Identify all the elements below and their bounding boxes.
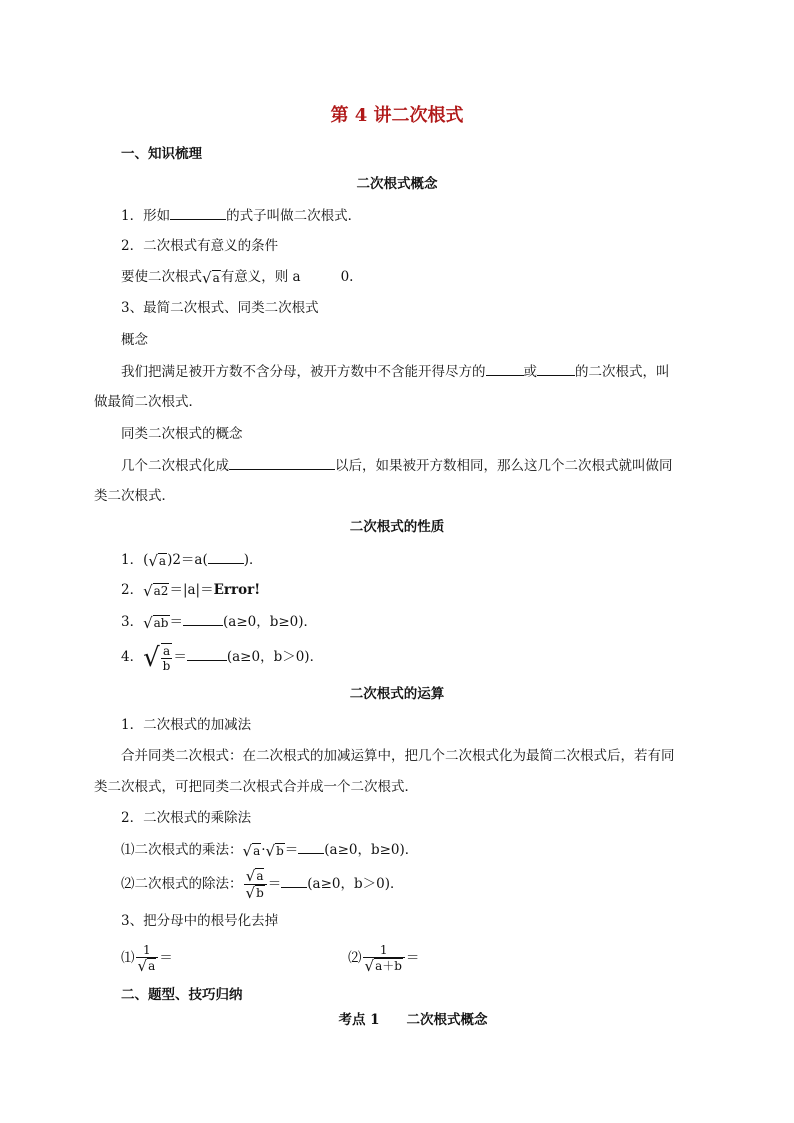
operation-2: 2．二次根式的乘除法 [121,810,252,826]
operation-1-text-line1: 合并同类二次根式：在二次根式的加减运算中，把几个二次根式化为最简二次根式后，若有同 [121,748,675,764]
radical-fraction: 1 √ a＋b [363,943,405,974]
operation-1: 1．二次根式的加减法 [121,717,252,733]
section-heading-types: 二、题型、技巧归纳 [121,987,243,1003]
radical-expression: √ a [148,551,167,570]
subheading-operations: 二次根式的运算 [349,686,445,702]
answer-blank [208,549,244,564]
paragraph-2: 2．二次根式有意义的条件 [121,238,279,254]
property-1: 1．( √ a )2＝a( )． [121,549,263,570]
answer-blank [298,839,324,854]
answer-blank [537,361,575,376]
paragraph-7: 同类二次根式的概念 [121,426,243,442]
page-title: 第 4 讲二次根式 [330,105,464,126]
exercise-1: ⑴ 1 √ a ＝ [121,943,173,975]
paragraph-6-line2: 做最简二次根式． [94,394,202,410]
radical-expression: √ a [242,841,261,860]
subheading-properties: 二次根式的性质 [349,519,445,535]
operation-2-multiply: ⑴二次根式的乘法： √ a · √ b ＝ (a≥0，b≥0)． [121,839,418,860]
answer-blank [170,205,226,220]
paragraph-3: 要使二次根式 √ a 有意义，则 a 0. [121,268,354,287]
answer-blank [183,611,223,626]
answer-blank [486,361,524,376]
paragraph-6-line1: 我们把满足被开方数不含分母，被开方数中不含能开得尽方的 或 的二次根式，叫 [121,361,670,382]
operation-3: 3、把分母中的根号化去掉 [121,913,279,929]
answer-blank [229,455,335,470]
answer-blank [187,646,227,661]
property-4: 4． √ $\frac{a}{b}$ ＝ (a≥0，b＞0)． [121,642,324,673]
radical-expression: √ a2 [143,581,169,600]
subheading-concept: 二次根式概念 [356,176,438,192]
operation-2-divide: ⑵二次根式的除法： √ a √ b ＝ (a≥0，b＞0)． [121,867,404,902]
paragraph-1: 1．形如 的式子叫做二次根式． [121,205,361,226]
property-2: 2． √ a2 ＝|a|＝Error! [121,581,261,600]
paragraph-5: 概念 [121,332,148,348]
answer-blank [281,873,307,888]
exercise-2: ⑵ 1 √ a＋b ＝ [348,943,420,975]
radical-fraction: 1 √ a [136,943,159,974]
radical-expression: √ b [265,841,284,860]
radical-expression: √ a [202,268,220,287]
paragraph-8-line2: 类二次根式． [94,488,175,504]
paragraph-4: 3、最简二次根式、同类二次根式 [121,300,319,316]
section-heading-knowledge: 一、知识梳理 [121,146,202,162]
property-3: 3． √ ab ＝ (a≥0，b≥0)． [121,611,317,632]
paragraph-8-line1: 几个二次根式化成 以后，如果被开方数相同，那么这几个二次根式就叫做同 [121,455,673,476]
radical-fraction: √ $\frac{a}{b}$ [143,642,171,673]
radical-fraction: √ a √ b [244,868,267,901]
radical-expression: √ ab [143,613,169,632]
subheading-topic-1: 考点 1 二次根式概念 [338,1012,488,1028]
operation-1-text-line2: 类二次根式，可把同类二次根式合并成一个二次根式． [94,779,418,795]
